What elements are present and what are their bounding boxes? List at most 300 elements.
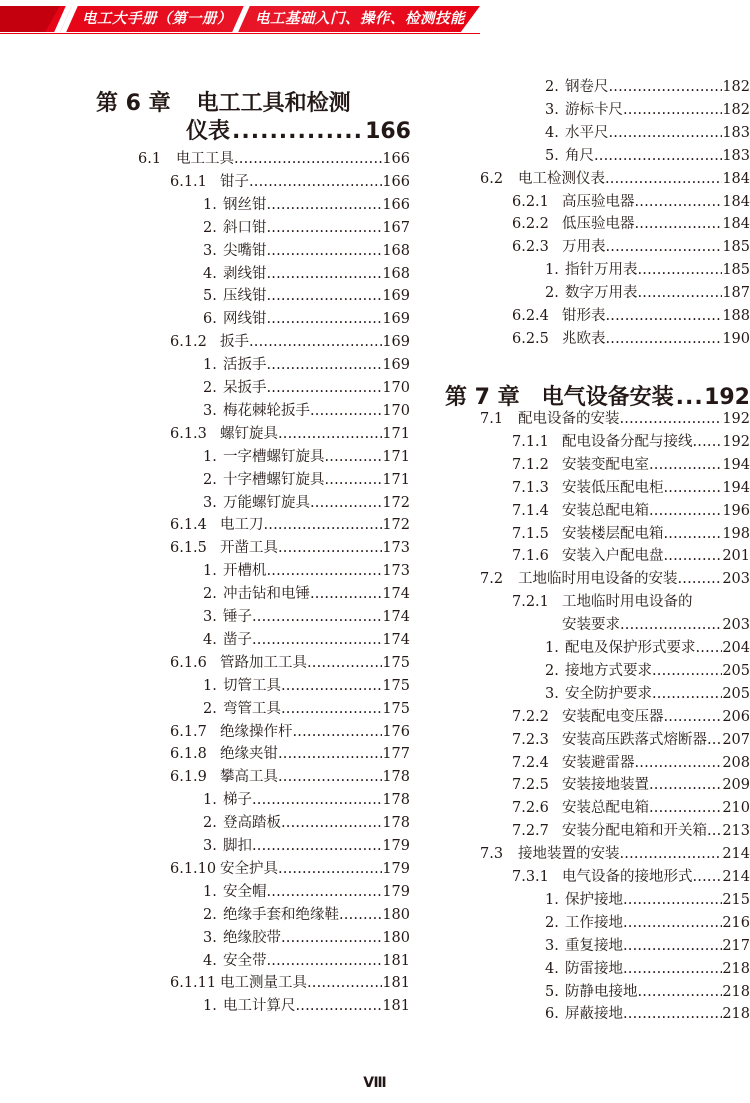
toc-entry-number: 3.: [203, 838, 217, 854]
toc-leader-dots: [652, 683, 722, 706]
toc-leader-dots: [649, 797, 722, 820]
toc-entry-number: 7.3: [480, 846, 504, 862]
toc-entry[interactable]: [512, 191, 750, 214]
toc-entry[interactable]: [480, 843, 750, 866]
toc-leader-dots: [635, 752, 723, 775]
toc-leader-dots: [252, 606, 382, 629]
toc-entry-number: 7.2.5: [512, 777, 549, 793]
toc-entry[interactable]: [512, 866, 750, 889]
toc-entry[interactable]: [512, 305, 750, 328]
toc-entry-page: 188: [722, 308, 750, 324]
toc-entry[interactable]: [545, 122, 750, 145]
toc-entry-page: 185: [722, 239, 750, 255]
toc-entry-page: 213: [722, 823, 750, 839]
toc-entry-number: 6.1.10: [170, 861, 217, 877]
toc-entry-title: 冲击钻和电锤: [223, 586, 310, 602]
toc-entry-number: 2.: [203, 472, 217, 488]
toc-entry-continuation[interactable]: [562, 614, 750, 637]
toc-entry-page: 217: [722, 938, 750, 954]
toc-entry-title: 安装总配电箱: [562, 503, 649, 519]
toc-entry[interactable]: [170, 171, 410, 194]
toc-entry[interactable]: [203, 263, 410, 286]
toc-leader-dots: [623, 99, 722, 122]
toc-entry[interactable]: [480, 408, 750, 431]
toc-leader-dots: [664, 706, 723, 729]
toc-entry[interactable]: [512, 213, 750, 236]
toc-entry-title: 安全护具: [220, 861, 278, 877]
toc-leader-dots: [707, 729, 722, 752]
toc-entry-number: 7.1.5: [512, 526, 549, 542]
toc-entry-title: 弯管工具: [223, 701, 281, 717]
toc-entry-number: 1.: [203, 197, 217, 213]
chapter-7-page: 192: [704, 385, 750, 410]
toc-entry[interactable]: [203, 995, 410, 1018]
toc-entry-page: 206: [722, 709, 750, 725]
toc-leader-dots: [249, 331, 382, 354]
toc-entry-number: 6.1.2: [170, 334, 207, 350]
toc-entry[interactable]: [203, 789, 410, 812]
toc-entry-page: 192: [722, 411, 750, 427]
toc-entry[interactable]: [512, 454, 750, 477]
toc-entry[interactable]: [512, 477, 750, 500]
toc-entry-number: 7.2.3: [512, 732, 549, 748]
toc-entry-page: 169: [382, 334, 410, 350]
toc-entry-page: 176: [382, 724, 410, 740]
toc-leader-dots: [281, 812, 382, 835]
toc-leader-dots: [609, 76, 723, 99]
toc-entry-number: 2.: [203, 701, 217, 717]
toc-entry-title: 高压验电器: [562, 194, 635, 210]
toc-entry-title: 电工工具: [176, 151, 234, 167]
toc-entry[interactable]: [203, 446, 410, 469]
toc-entry-page: 169: [382, 311, 410, 327]
toc-entry[interactable]: [203, 675, 410, 698]
toc-entry-page: 208: [722, 755, 750, 771]
page-number: Ⅷ: [363, 1075, 387, 1091]
toc-entry-page: 194: [722, 457, 750, 473]
toc-entry-page: 169: [382, 357, 410, 373]
toc-entry-number: 6.2.1: [512, 194, 549, 210]
toc-leader-dots: [696, 637, 723, 660]
toc-entry[interactable]: [512, 591, 750, 614]
toc-leader-dots: [307, 652, 382, 675]
toc-entry-number: 7.2.6: [512, 800, 549, 816]
toc-leader-dots: [310, 400, 382, 423]
toc-entry[interactable]: [512, 431, 750, 454]
toc-leader-dots: [652, 660, 722, 683]
toc-entry-page: 171: [382, 472, 410, 488]
toc-entry-page: 181: [382, 998, 410, 1014]
toc-leader-dots: [252, 789, 382, 812]
toc-entry-title: 十字槽螺钉旋具: [223, 472, 325, 488]
toc-entry-page: 173: [382, 563, 410, 579]
toc-leader-dots: [281, 927, 382, 950]
toc-entry-number: 3.: [203, 403, 217, 419]
toc-entry-page: 174: [382, 586, 410, 602]
toc-entry-number: 1.: [203, 357, 217, 373]
toc-entry-page: 168: [382, 266, 410, 282]
toc-leader-dots: [620, 614, 722, 637]
toc-entry[interactable]: [203, 194, 410, 217]
toc-entry[interactable]: [203, 950, 410, 973]
toc-entry-title: 绝缘操作杆: [220, 724, 293, 740]
toc-entry-title: 指针万用表: [565, 262, 638, 278]
toc-entry[interactable]: [545, 935, 750, 958]
toc-entry[interactable]: [512, 797, 750, 820]
toc-entry-number: 5.: [545, 984, 559, 1000]
header-rule: [0, 33, 480, 34]
toc-leader-dots: [594, 145, 722, 168]
toc-entry[interactable]: [203, 904, 410, 927]
toc-entry-number: 2.: [203, 380, 217, 396]
toc-entry[interactable]: [545, 981, 750, 1004]
toc-entry-title: 钢卷尺: [565, 79, 609, 95]
toc-entry-title: 低压验电器: [562, 216, 635, 232]
toc-entry-page: 194: [722, 480, 750, 496]
toc-entry-title: 安装高压跌落式熔断器: [562, 732, 707, 748]
toc-entry[interactable]: [480, 568, 750, 591]
toc-entry-title: 绝缘胶带: [223, 930, 281, 946]
toc-entry-title: 安装楼层配电箱: [562, 526, 664, 542]
toc-entry-number: 1.: [203, 678, 217, 694]
toc-entry-number: 1.: [203, 563, 217, 579]
toc-entry-title: 绝缘手套和绝缘鞋: [223, 907, 339, 923]
toc-entry[interactable]: [512, 729, 750, 752]
toc-entry-number: 3.: [545, 102, 559, 118]
toc-entry-number: 3.: [203, 930, 217, 946]
chapter-6-page: 166: [365, 119, 411, 144]
toc-entry-title: 角尺: [565, 148, 594, 164]
toc-entry-number: 7.2.1: [512, 594, 549, 610]
toc-entry-page: 218: [722, 984, 750, 1000]
toc-entry-title: 万用表: [562, 239, 606, 255]
toc-entry-number: 4.: [545, 961, 559, 977]
toc-entry-page: 166: [382, 197, 410, 213]
toc-entry-number: 2.: [203, 586, 217, 602]
toc-entry-number: 5.: [203, 288, 217, 304]
toc-entry-number: 6.1.11: [170, 975, 217, 991]
toc-entry[interactable]: [203, 308, 410, 331]
toc-entry-page: 182: [722, 102, 750, 118]
toc-entry[interactable]: [512, 545, 750, 568]
toc-leader-dots: [623, 889, 722, 912]
toc-entry-page: 182: [722, 79, 750, 95]
toc-leader-dots: [623, 935, 722, 958]
toc-leader-dots: [267, 308, 383, 331]
chapter-7-heading: [445, 380, 750, 411]
toc-leader-dots: [278, 858, 382, 881]
toc-leader-dots: [267, 194, 383, 217]
toc-leader-dots: [278, 423, 382, 446]
toc-entry[interactable]: [545, 145, 750, 168]
toc-leader-dots: [707, 820, 722, 843]
toc-entry[interactable]: [545, 889, 750, 912]
toc-entry-number: 4.: [203, 266, 217, 282]
toc-entry-title: 锤子: [223, 609, 252, 625]
toc-entry[interactable]: [512, 328, 750, 351]
toc-entry-page: 166: [382, 174, 410, 190]
toc-leader-dots: [693, 866, 723, 889]
toc-entry[interactable]: [512, 523, 750, 546]
toc-entry-page: 207: [722, 732, 750, 748]
toc-entry-title: 梯子: [223, 792, 252, 808]
toc-entry[interactable]: [203, 377, 410, 400]
toc-leader-dots: [278, 537, 382, 560]
toc-entry[interactable]: [203, 560, 410, 583]
chapter-6-heading-line2: [186, 114, 411, 145]
toc-entry[interactable]: [545, 958, 750, 981]
toc-entry-number: 3.: [203, 495, 217, 511]
toc-leader-dots: [325, 446, 383, 469]
toc-entry-page: 166: [382, 151, 410, 167]
toc-entry[interactable]: [545, 683, 750, 706]
toc-entry-number: 7.1.3: [512, 480, 549, 496]
toc-entry-number: 6.2.5: [512, 331, 549, 347]
toc-entry[interactable]: [170, 766, 410, 789]
toc-entry-page: 179: [382, 838, 410, 854]
toc-entry-page: 210: [722, 800, 750, 816]
toc-leader-dots: [609, 122, 723, 145]
toc-entry[interactable]: [138, 148, 410, 171]
toc-entry-page: 178: [382, 792, 410, 808]
toc-leader-dots: [267, 354, 383, 377]
toc-entry-title: 钳子: [220, 174, 249, 190]
toc-entry-title: 安装低压配电柜: [562, 480, 664, 496]
toc-leader-dots: [281, 675, 382, 698]
toc-entry-title: 钢丝钳: [223, 197, 267, 213]
toc-entry-page: 181: [382, 975, 410, 991]
toc-entry-page: 173: [382, 540, 410, 556]
toc-entry[interactable]: [545, 637, 750, 660]
toc-leader-dots: [339, 904, 382, 927]
toc-entry[interactable]: [203, 927, 410, 950]
toc-leader-dots: [638, 259, 723, 282]
toc-entry-number: 6.1: [138, 151, 162, 167]
toc-entry-title-continued: 安装要求: [562, 617, 620, 633]
toc-entry-title: 配电及保护形式要求: [565, 640, 696, 656]
toc-leader-dots: [620, 843, 723, 866]
chapter-6-title-line2: 仪表: [186, 119, 231, 144]
toc-entry[interactable]: [203, 492, 410, 515]
toc-entry[interactable]: [203, 354, 410, 377]
toc-entry[interactable]: [545, 99, 750, 122]
toc-entry-title: 接地方式要求: [565, 663, 652, 679]
toc-leader-dots: [635, 191, 723, 214]
toc-entry[interactable]: [170, 972, 410, 995]
toc-entry-title: 剥线钳: [223, 266, 267, 282]
toc-entry[interactable]: [203, 469, 410, 492]
toc-entry-title: 管路加工工具: [220, 655, 307, 671]
toc-entry-title: 防雷接地: [565, 961, 623, 977]
toc-entry-page: 214: [722, 869, 750, 885]
toc-entry-page: 187: [722, 285, 750, 301]
chapter-7-number: 第 7 章: [445, 385, 520, 410]
toc-entry-title: 安装接地装置: [562, 777, 649, 793]
toc-entry[interactable]: [170, 652, 410, 675]
toc-entry-title: 水平尺: [565, 125, 609, 141]
toc-entry-title: 电工测量工具: [220, 975, 307, 991]
toc-leader-dots: [249, 171, 382, 194]
toc-entry-page: 171: [382, 449, 410, 465]
chapter-7-title: 电气设备安装: [541, 385, 674, 410]
toc-entry-page: 184: [722, 194, 750, 210]
toc-entry-title: 斜口钳: [223, 220, 267, 236]
toc-entry-title: 兆欧表: [562, 331, 606, 347]
toc-entry[interactable]: [203, 240, 410, 263]
toc-entry-number: 6.1.1: [170, 174, 207, 190]
toc-entry[interactable]: [512, 706, 750, 729]
toc-entry-page: 175: [382, 655, 410, 671]
toc-leader-dots: [664, 545, 723, 568]
toc-entry[interactable]: [203, 698, 410, 721]
toc-entry[interactable]: [170, 858, 410, 881]
toc-entry-title: 安全帽: [223, 884, 267, 900]
toc-entry-title: 开槽机: [223, 563, 267, 579]
toc-entry[interactable]: [512, 752, 750, 775]
toc-entry-number: 7.1.4: [512, 503, 549, 519]
toc-entry[interactable]: [545, 660, 750, 683]
toc-entry-title: 一字槽螺钉旋具: [223, 449, 325, 465]
toc-entry-number: 6.2.4: [512, 308, 549, 324]
toc-leader-dots: [664, 477, 723, 500]
toc-entry[interactable]: [170, 743, 410, 766]
toc-leader-dots: [649, 774, 722, 797]
toc-leader-dots: [664, 523, 723, 546]
toc-entry-title: 尖嘴钳: [223, 243, 267, 259]
toc-entry-title: 配电设备的安装: [518, 411, 620, 427]
toc-entry[interactable]: [170, 514, 410, 537]
toc-entry-number: 6.1.8: [170, 746, 207, 762]
toc-entry[interactable]: [545, 282, 750, 305]
toc-entry-title: 活扳手: [223, 357, 267, 373]
toc-leader-dots: [267, 217, 383, 240]
toc-entry-title: 电气设备的接地形式: [562, 869, 693, 885]
toc-entry-title: 安全带: [223, 953, 267, 969]
chapter-6-heading-line1: [96, 86, 351, 117]
toc-entry-page: 192: [722, 434, 750, 450]
toc-entry-number: 1.: [545, 640, 559, 656]
toc-entry-number: 1.: [203, 792, 217, 808]
toc-entry[interactable]: [203, 881, 410, 904]
toc-entry-page: 175: [382, 678, 410, 694]
toc-entry[interactable]: [170, 721, 410, 744]
toc-entry-page: 205: [722, 686, 750, 702]
toc-entry[interactable]: [203, 285, 410, 308]
toc-leader-dots: [278, 766, 382, 789]
toc-entry-number: 6.1.4: [170, 517, 207, 533]
toc-entry-title: 安装避雷器: [562, 755, 635, 771]
toc-entry-number: 2.: [545, 79, 559, 95]
toc-entry-number: 2.: [545, 915, 559, 931]
toc-entry-page: 171: [382, 426, 410, 442]
toc-entry-page: 185: [722, 262, 750, 278]
toc-entry-page: 209: [722, 777, 750, 793]
toc-entry[interactable]: [203, 400, 410, 423]
toc-leader-dots: [234, 148, 382, 171]
toc-entry[interactable]: [545, 259, 750, 282]
toc-entry[interactable]: [512, 500, 750, 523]
toc-entry-page: 218: [722, 961, 750, 977]
toc-entry-number: 1.: [545, 892, 559, 908]
toc-entry[interactable]: [170, 537, 410, 560]
toc-entry-title: 凿子: [223, 632, 252, 648]
toc-entry[interactable]: [545, 1003, 750, 1026]
toc-leader-dots: [623, 912, 722, 935]
toc-leader-dots: [638, 282, 723, 305]
toc-entry-number: 4.: [203, 632, 217, 648]
toc-entry-title: 万能螺钉旋具: [223, 495, 310, 511]
toc-entry-number: 3.: [545, 686, 559, 702]
toc-leader-dots: [267, 950, 383, 973]
toc-entry-page: 169: [382, 288, 410, 304]
toc-leader-dots: [267, 263, 383, 286]
toc-entry-page: 174: [382, 632, 410, 648]
toc-entry-title: 重复接地: [565, 938, 623, 954]
toc-entry-number: 4.: [545, 125, 559, 141]
toc-leader-dots: [635, 213, 723, 236]
toc-entry[interactable]: [203, 217, 410, 240]
toc-entry-title: 压线钳: [223, 288, 267, 304]
toc-entry-number: 7.2.2: [512, 709, 549, 725]
toc-leader-dots: [678, 568, 723, 591]
toc-entry[interactable]: [545, 76, 750, 99]
toc-entry[interactable]: [203, 835, 410, 858]
toc-entry-title: 电工检测仪表: [518, 171, 605, 187]
toc-entry-title: 开凿工具: [220, 540, 278, 556]
toc-entry-title: 电工刀: [220, 517, 264, 533]
toc-entry[interactable]: [480, 168, 750, 191]
toc-entry-number: 5.: [545, 148, 559, 164]
toc-entry[interactable]: [170, 423, 410, 446]
toc-entry-number: 6.: [545, 1006, 559, 1022]
toc-leader-dots: [620, 408, 723, 431]
toc-entry-page: 204: [722, 640, 750, 656]
toc-entry-title: 保护接地: [565, 892, 623, 908]
toc-entry[interactable]: [203, 812, 410, 835]
toc-leader-dots: [605, 168, 722, 191]
toc-entry-title: 安装入户配电盘: [562, 548, 664, 564]
toc-entry-page: 184: [722, 171, 750, 187]
toc-entry-page: 203: [722, 571, 750, 587]
toc-entry-number: 6.1.6: [170, 655, 207, 671]
toc-leader-dots: [649, 454, 722, 477]
toc-entry-title: 电工计算尺: [223, 998, 296, 1014]
toc-entry-number: 1.: [203, 449, 217, 465]
toc-entry[interactable]: [203, 583, 410, 606]
toc-entry-number: 7.3.1: [512, 869, 549, 885]
toc-entry-page: 205: [722, 663, 750, 679]
toc-entry-page: 198: [722, 526, 750, 542]
toc-entry-number: 3.: [203, 243, 217, 259]
toc-entry-page: 201: [722, 548, 750, 564]
toc-leader-dots: [278, 743, 382, 766]
toc-entry-number: 6.: [203, 311, 217, 327]
toc-entry[interactable]: [170, 331, 410, 354]
toc-entry-page: 170: [382, 380, 410, 396]
toc-entry-number: 4.: [203, 953, 217, 969]
toc-leader-dots: [267, 285, 383, 308]
toc-leader-dots: [264, 514, 383, 537]
toc-entry-title: 防静电接地: [565, 984, 638, 1000]
toc-leader-dots: [252, 835, 382, 858]
toc-entry[interactable]: [512, 236, 750, 259]
toc-entry[interactable]: [512, 820, 750, 843]
toc-entry[interactable]: [203, 606, 410, 629]
toc-entry[interactable]: [203, 629, 410, 652]
toc-entry-number: 2.: [203, 220, 217, 236]
toc-entry[interactable]: [512, 774, 750, 797]
toc-entry[interactable]: [545, 912, 750, 935]
